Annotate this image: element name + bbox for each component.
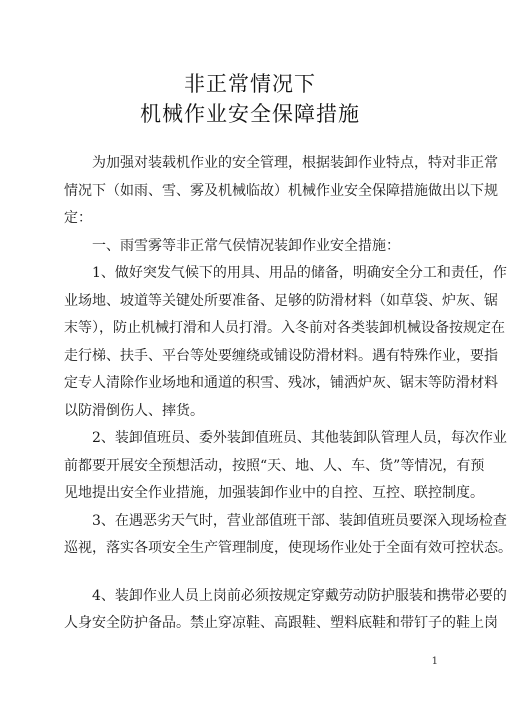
page-number: 1 [431, 656, 438, 667]
document-title-line2: 机械作业安全保障措施 [140, 102, 360, 126]
item1-line: 业场地、坡道等关键处所要准备、足够的防滑材料（如草袋、炉灰、锯 [64, 292, 498, 309]
document-body [64, 150, 512, 638]
intro-line: 情况下（如雨、雪、雾及机械临故）机械作业安全保障措施做出以下规 [64, 182, 498, 199]
item2-line: 见地提出安全作业措施，加强装卸作业中的自控、互控、联控制度。 [64, 485, 484, 501]
intro-line: 定： [64, 210, 92, 226]
paragraph-gap [64, 563, 437, 583]
intro-line: 为加强对装载机作业的安全管理，根据装卸作业特点，特对非正常 [92, 155, 498, 171]
item1-line: 走行梯、扶手、平台等处要缠绕或铺设防滑材料。遇有特殊作业，要指 [64, 347, 498, 364]
item3-line: 3、在遇恶劣天气时，营业部值班干部、装卸值班员要深入现场检查 [92, 512, 507, 529]
item4-line: 人身安全防护备品。禁止穿凉鞋、高跟鞋、塑料底鞋和带钉子的鞋上岗 [64, 615, 498, 631]
item2-line: 2、装卸值班员、委外装卸值班员、其他装卸队管理人员，每次作业 [92, 430, 507, 446]
item1-line: 末等），防止机械打滑和人员打滑。入冬前对各类装卸机械设备按规定在 [64, 320, 505, 336]
item3-line: 巡视，落实各项安全生产管理制度，使现场作业处于全面有效可控状态。 [64, 540, 512, 556]
item1-line: 定专人清除作业场地和通道的积雪、残冰，铺洒炉灰、锯末等防滑材料 [64, 375, 498, 391]
item2-line: 前都要开展安全预想活动，按照“天、地、人、车、货”等情况，有预 [64, 457, 485, 474]
item1-line: 以防滑倒伤人、摔货。 [64, 402, 204, 419]
document-title-line1: 非正常情况下 [184, 72, 316, 96]
section-heading: 一、雨雪雾等非正常气侯情况装卸作业安全措施： [92, 237, 400, 254]
item4-line: 4、装卸作业人员上岗前必须按规定穿戴劳动防护服装和携带必要的 [92, 587, 507, 604]
item1-line: 1、做好突发气候下的用具、用品的储备，明确安全分工和责任，作 [92, 265, 507, 281]
